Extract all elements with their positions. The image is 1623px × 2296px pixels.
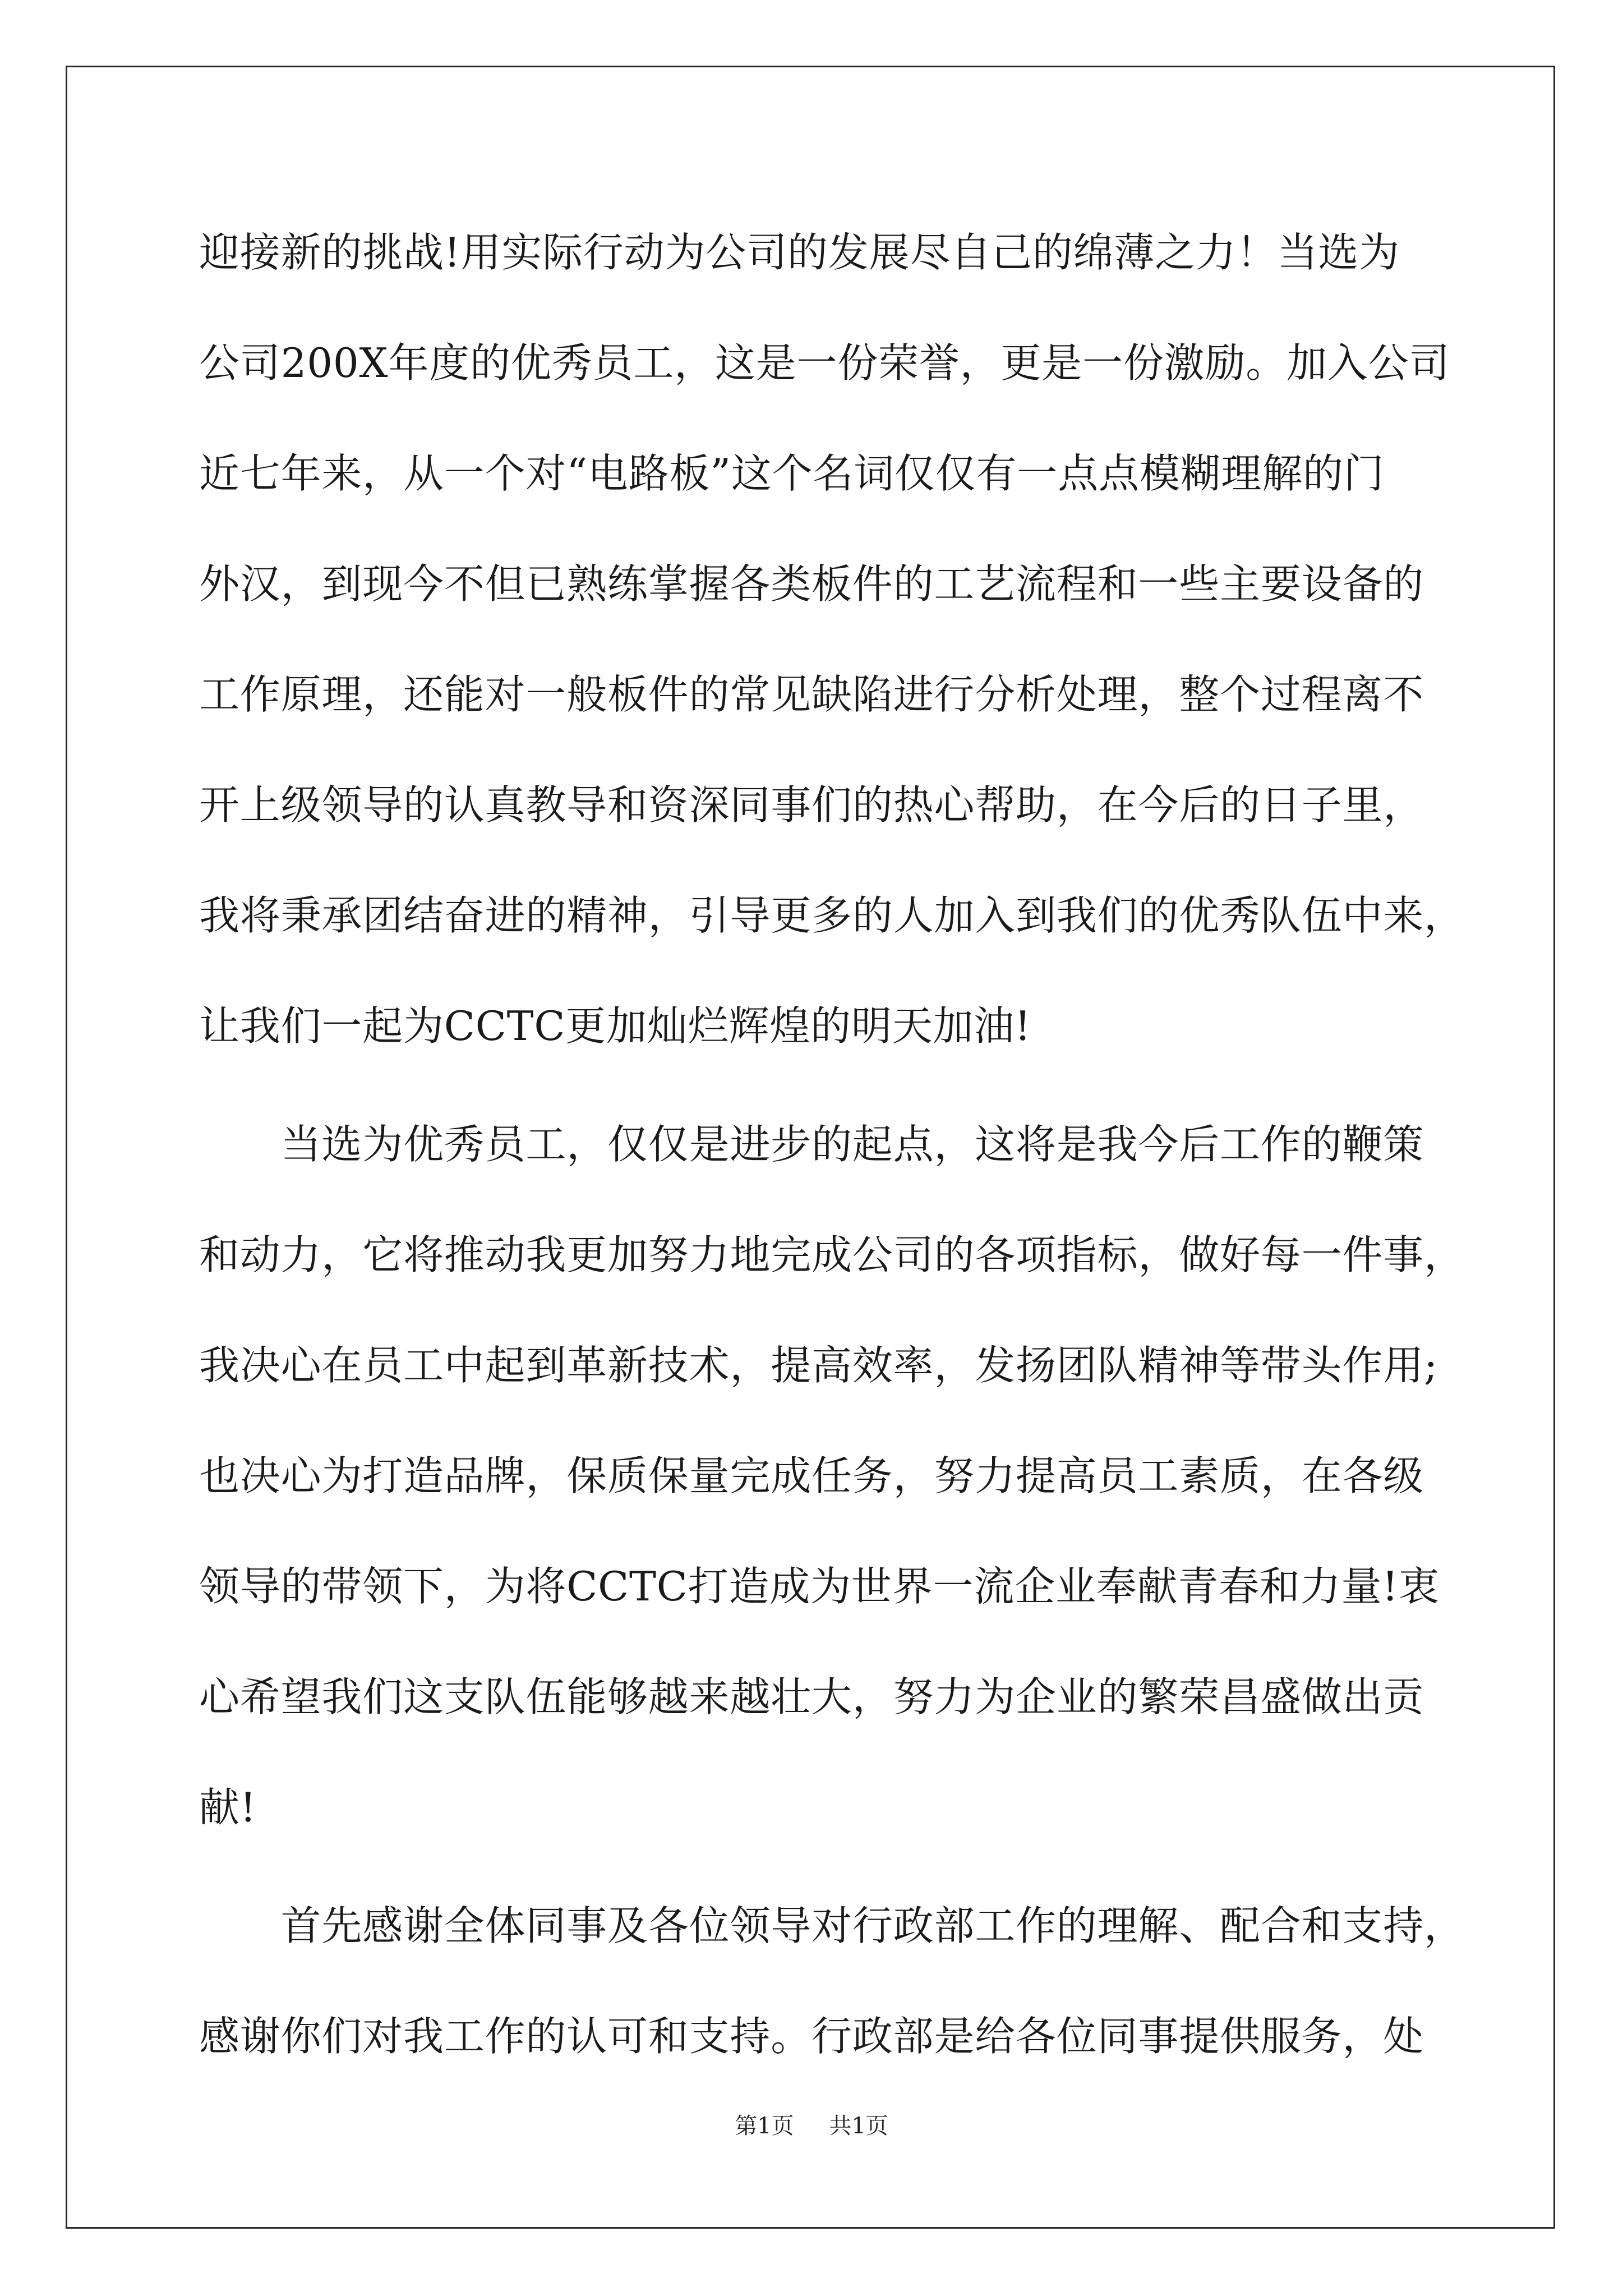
page-footer [0,2109,1623,2143]
page-number: 第1页 [735,2113,794,2139]
text-line: 感谢你们对我工作的认可和支持。行政部是给各位同事提供服务，处 [199,2013,1424,2060]
text-line: 近七年来，从一个对“电路板”这个名词仅仅有一点点模糊理解的门 [199,450,1385,497]
text-line: 开上级领导的认真教导和资深同事们的热心帮助，在今后的日子里， [199,781,1424,829]
text-line: 首先感谢全体同事及各位领导对行政部工作的理解、配合和支持， [199,1902,1465,1949]
text-line: 我决心在员工中起到革新技术，提高效率，发扬团队精神等带头作用; [199,1342,1438,1389]
text-line: 公司200X年度的优秀员工，这是一份荣誉，更是一份激励。加入公司 [199,339,1450,386]
text-line: 我将秉承团结奋进的精神，引导更多的人加入到我们的优秀队伍中来， [199,892,1465,939]
document-body [199,219,1465,2113]
text-line: 外汉，到现今不但已熟练掌握各类板件的工艺流程和一些主要设备的 [199,560,1424,608]
text-line: 领导的带领下，为将CCTC打造成为世界一流企业奉献青春和力量!衷 [199,1563,1440,1610]
text-line: 当选为优秀员工，仅仅是进步的起点，这将是我今后工作的鞭策 [199,1121,1424,1168]
text-line: 让我们一起为CCTC更加灿烂辉煌的明天加油! [199,1002,1031,1050]
text-line: 献! [199,1784,257,1831]
text-line: 心希望我们这支队伍能够越来越壮大，努力为企业的繁荣昌盛做出贡 [199,1673,1424,1720]
text-line: 工作原理，还能对一般板件的常见缺陷进行分析处理，整个过程离不 [199,671,1424,718]
text-line: 也决心为打造品牌，保质保量完成任务，努力提高员工素质，在各级 [199,1452,1424,1499]
text-line: 迎接新的挑战!用实际行动为公司的发展尽自己的绵薄之力！当选为 [199,229,1400,276]
text-line: 和动力，它将推动我更加努力地完成公司的各项指标，做好每一件事， [199,1231,1465,1278]
page-total: 共1页 [829,2113,888,2139]
